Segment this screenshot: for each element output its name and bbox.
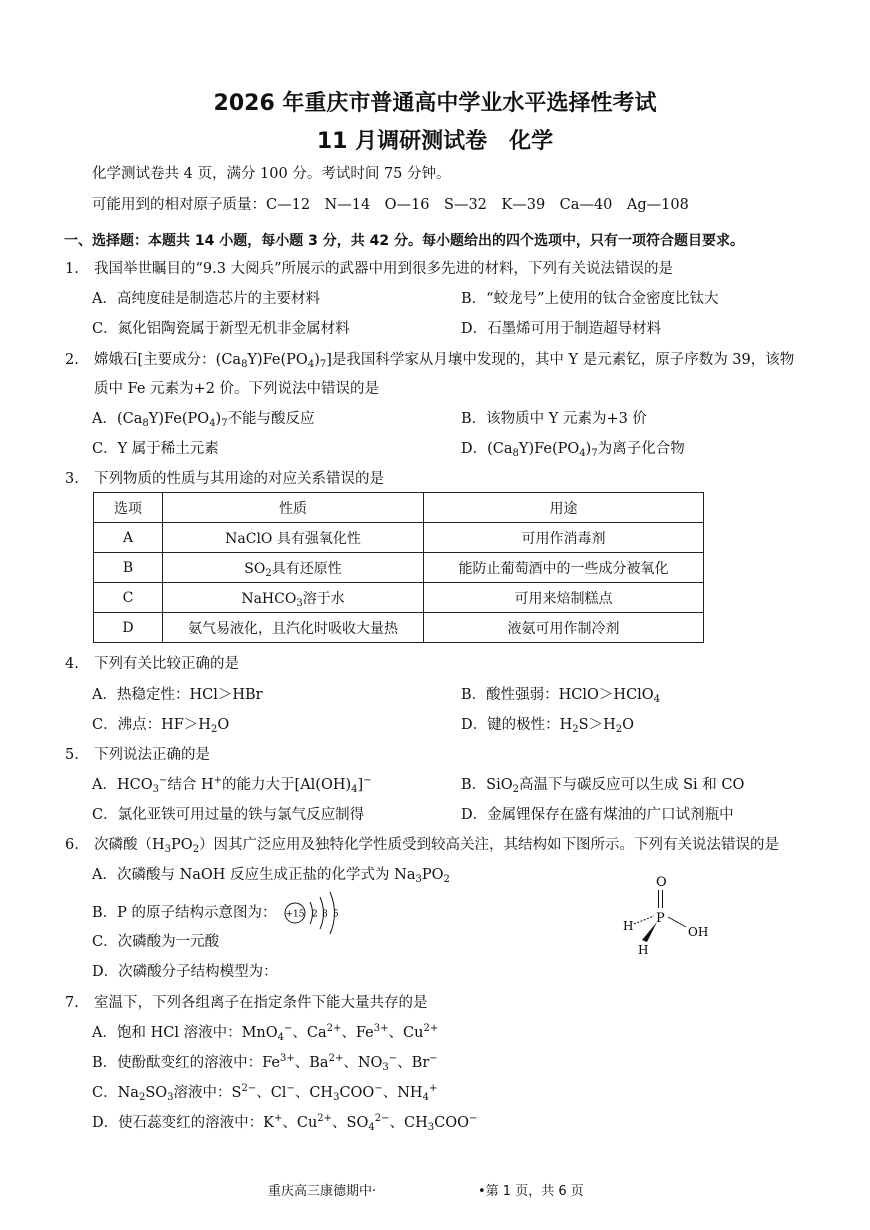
table-header: 选项 — [94, 493, 163, 523]
question-stem: 下列说法正确的是 — [94, 747, 210, 763]
dashed-bond — [634, 916, 654, 924]
option-c: C．氮化铝陶瓷属于新型无机非金属材料 — [92, 321, 350, 337]
hydroxyl-group: OH — [688, 925, 709, 939]
oxygen-atom: O — [656, 875, 667, 890]
question-number: 6. — [65, 837, 79, 853]
hydrogen-atom: H — [638, 943, 649, 957]
question-stem: 我国举世瞩目的“9.3 大阅兵”所展示的武器中用到很多先进的材料，下列有关说法错误的是 — [94, 261, 673, 277]
table-cell: 可用来焙制糕点 — [424, 583, 704, 613]
option-b: B．该物质中 Y 元素为+3 价 — [461, 411, 647, 427]
question-number: 2. — [65, 352, 79, 368]
table-header: 性质 — [163, 493, 424, 523]
footer-source: 重庆高三康德期中· — [268, 1184, 377, 1199]
option-a: A．热稳定性：HCl＞HBr — [92, 687, 263, 703]
option-a: A．次磷酸与 NaOH 反应生成正盐的化学式为 $Na_3PO_2$ — [92, 867, 450, 885]
property-use-table — [93, 492, 704, 643]
phosphorus-atom: P — [656, 911, 665, 926]
option-b: B．“蛟龙号”上使用的钛合金密度比钛大 — [461, 291, 719, 307]
single-bond — [668, 917, 686, 927]
exam-subtitle: 11 月调研测试卷 化学 — [316, 129, 554, 154]
phosphorus-atom-diagram — [282, 889, 352, 935]
table-cell: 能防止葡萄酒中的一些成分被氧化 — [424, 553, 704, 583]
question-number: 7. — [65, 995, 79, 1011]
option-c: C．氯化亚铁可用过量的铁与氯气反应制得 — [92, 807, 365, 823]
table-row — [94, 523, 704, 553]
shell-electrons-3: 5 — [333, 909, 339, 920]
table-cell: A — [94, 523, 163, 553]
option-d: D．键的极性：$H_2S>H_2O$ — [461, 717, 635, 735]
table-header-row — [94, 493, 704, 523]
question-number: 5. — [65, 747, 79, 763]
option-c: C．$Na_2SO_3$溶液中：$S^{2-}$、Cl−、$CH_3COO^-$、$NH_4^+$ — [92, 1083, 438, 1103]
question-stem: 下列有关比较正确的是 — [94, 656, 239, 672]
option-d: D．金属锂保存在盛有煤油的广口试剂瓶中 — [461, 807, 734, 823]
question-stem: 下列物质的性质与其用途的对应关系错误的是 — [94, 471, 384, 487]
option-c: C．Y 属于稀土元素 — [92, 441, 219, 457]
table-row — [94, 583, 704, 613]
option-a: A．高纯度硅是制造芯片的主要材料 — [92, 291, 320, 307]
question-number: 1. — [65, 261, 79, 277]
table-cell: 氨气易液化，且汽化时吸收大量热 — [163, 613, 424, 643]
exam-info-pages: 化学测试卷共 4 页，满分 100 分。考试时间 75 分钟。 — [92, 166, 451, 182]
option-d: D．石墨烯可用于制造超导材料 — [461, 321, 662, 337]
nucleus-charge: +15 — [285, 909, 305, 920]
question-stem: 室温下，下列各组离子在指定条件下能大量共存的是 — [94, 995, 428, 1011]
question-stem-cont: 质中 Fe 元素为+2 价。下列说法中错误的是 — [94, 381, 380, 397]
question-number: 4. — [65, 656, 79, 672]
table-cell: 可用作消毒剂 — [424, 523, 704, 553]
option-c: C．沸点：$HF>H_2O$ — [92, 717, 230, 735]
table-cell: $SO_2$具有还原性 — [163, 553, 424, 583]
table-cell: NaHCO$_3$溶于水 — [163, 583, 424, 613]
table-cell: B — [94, 553, 163, 583]
option-b: B．P 的原子结构示意图为： — [92, 905, 277, 921]
option-d: D．$(Ca_8Y)Fe(PO_4)_7$为离子化合物 — [461, 441, 685, 459]
table-row — [94, 553, 704, 583]
table-cell: NaClO 具有强氧化性 — [163, 523, 424, 553]
table-cell: 液氨可用作制冷剂 — [424, 613, 704, 643]
option-d: D．次磷酸分子结构模型为： — [92, 964, 278, 980]
option-b: B．使酚酞变红的溶液中：$Fe^{3+}$、$Ba^{2+}$、$NO_3^-$、Br− — [92, 1053, 438, 1073]
exam-title: 2026 年重庆市普通高中学业水平选择性考试 — [213, 91, 657, 116]
atomic-masses: 可能用到的相对原子质量：C—12 N—14 O—16 S—32 K—39 Ca—40 Ag—108 — [92, 197, 689, 213]
option-d: D．使石蕊变红的溶液中：K+、$Cu^{2+}$、$SO_4^{2-}$、$CH_3COO^-$ — [92, 1113, 478, 1133]
option-a: A．$(Ca_8Y)Fe(PO_4)_7$不能与酸反应 — [92, 411, 315, 429]
hydrogen-atom: H — [623, 919, 634, 933]
question-number: 3. — [65, 471, 79, 487]
shell-electrons-2: 8 — [322, 909, 328, 920]
option-b: B．SiO$_2$高温下与碳反应可以生成 Si 和 CO — [461, 777, 745, 795]
table-header: 用途 — [424, 493, 704, 523]
question-stem: 次磷酸$(H_3PO_2)$因其广泛应用及独特化学性质受到较高关注，其结构如下图所示。下列有关说法错误的是 — [94, 837, 780, 855]
option-b: B．酸性强弱：HClO＞HClO$_4$ — [461, 687, 661, 705]
table-row — [94, 613, 704, 643]
section-heading: 一、选择题：本题共 14 小题，每小题 3 分，共 42 分。每小题给出的四个选项中，只有一项符合题目要求。 — [64, 233, 744, 249]
question-stem: 嫦娥石[主要成分：$(Ca_8Y)Fe(PO_4)_7$]是我国科学家从月壤中发现的，其中 Y 是元素钇，原子序数为 39，该物 — [94, 352, 795, 370]
table-cell: C — [94, 583, 163, 613]
option-a: A．$HCO_3^-$结合 H+的能力大于$[Al(OH)_4]^-$ — [92, 775, 372, 795]
option-a: A．饱和 HCl 溶液中：MnO$_4$−、$Ca^{2+}$、$Fe^{3+}$、$Cu^{2+}$ — [92, 1023, 439, 1043]
option-c: C．次磷酸为一元酸 — [92, 934, 220, 950]
table-cell: D — [94, 613, 163, 643]
hypophosphorous-acid-structure — [620, 870, 730, 960]
wedge-bond — [642, 922, 657, 942]
shell-electrons-1: 2 — [312, 909, 318, 920]
page-number: •第 1 页，共 6 页 — [478, 1184, 584, 1199]
